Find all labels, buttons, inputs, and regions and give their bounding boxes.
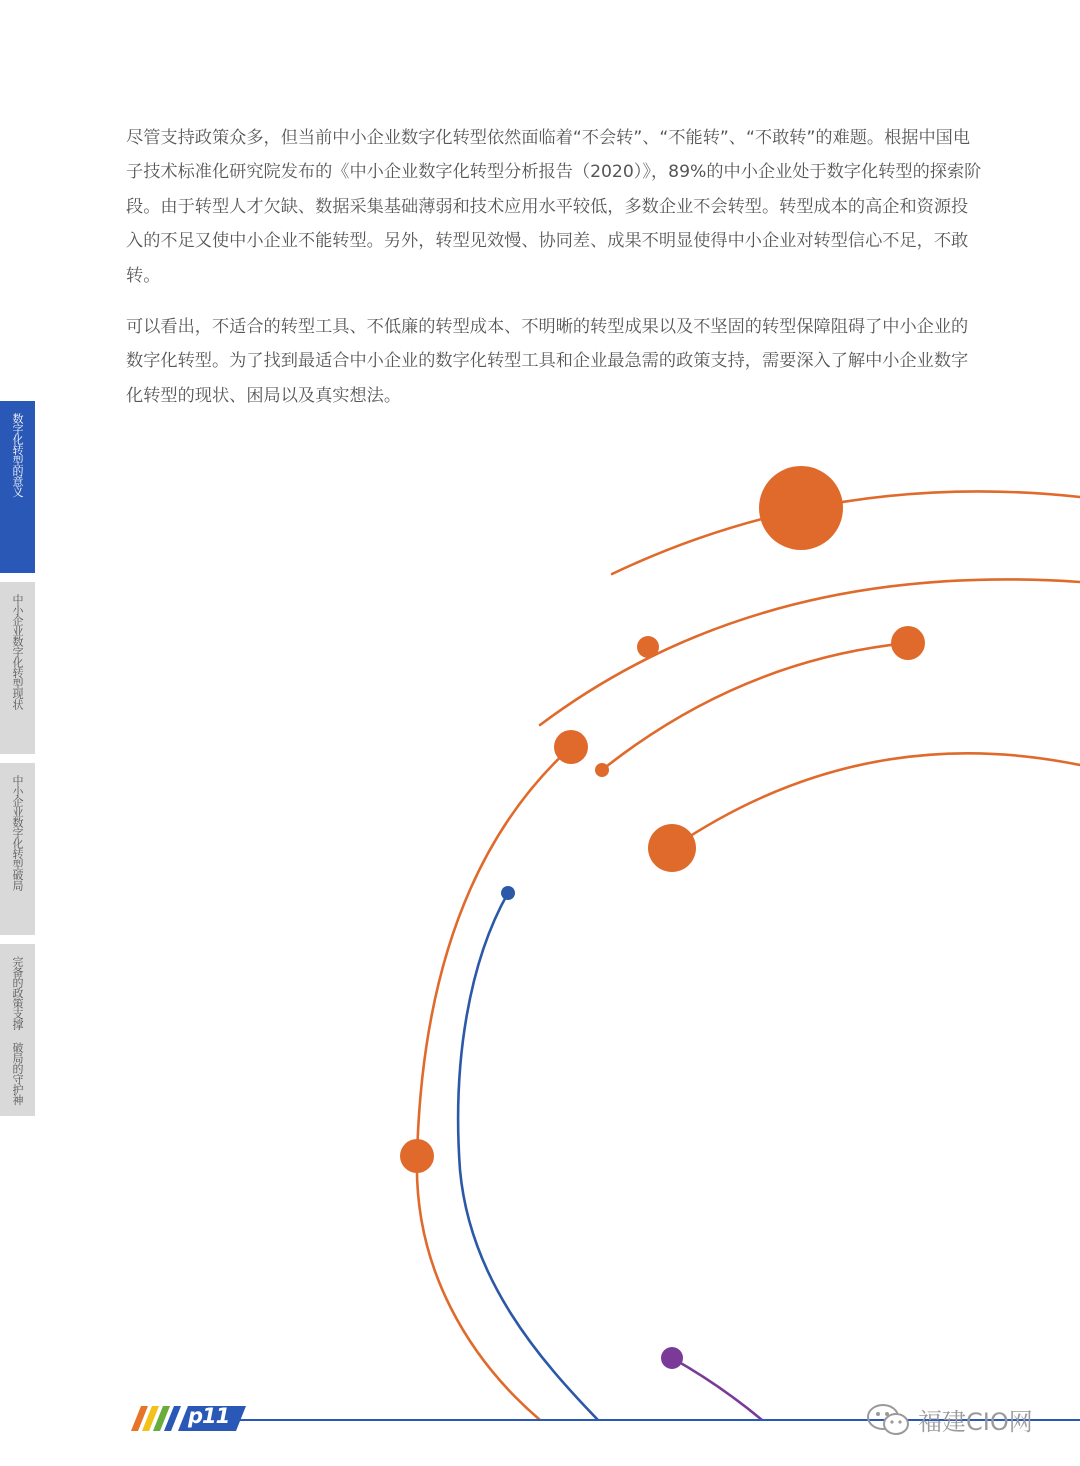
orbit-node <box>554 730 588 764</box>
orbit-node <box>891 626 925 660</box>
orbit-node <box>400 1139 434 1173</box>
side-tab-label: 中小企业数字化转型现状 <box>11 594 24 710</box>
side-tab-label: 数字化转型的意义 <box>11 413 24 497</box>
wechat-icon <box>866 1403 912 1437</box>
orbit-node <box>637 636 659 658</box>
footer-stripes <box>131 1406 181 1431</box>
page-number: p11 <box>188 1404 230 1428</box>
side-tab-label: 完备的政策支撑 破局的守护神 <box>11 956 24 1105</box>
orbit-node <box>648 824 696 872</box>
side-tab-label: 中小企业数字化转型破局 <box>11 775 24 891</box>
orbit-arc <box>602 643 908 770</box>
body-paragraph-2: 可以看出，不适合的转型工具、不低廉的转型成本、不明晰的转型成果以及不坚固的转型保障阻碍了中小企业的数字化转型。为了找到最适合中小企业的数字化转型工具和企业最急需的政策支持，需要深入了解中小企业数字化转型的现状、困局以及真实想法。 <box>126 317 969 406</box>
orbit-arc <box>672 753 1080 848</box>
orbit-node <box>595 763 609 777</box>
watermark-text: 福建CIO网 <box>918 1408 1033 1436</box>
decorative-orbit-illustration <box>0 440 1080 1420</box>
orbit-node <box>501 886 515 900</box>
body-paragraph-1: 尽管支持政策众多，但当前中小企业数字化转型依然面临着“不会转”、“不能转”、“不敢转”的难题。根据中国电子技术标准化研究院发布的《中小企业数字化转型分析报告（2020）》，89%的中小企业处于数字化转型的探索阶段。由于转型人才欠缺、数据采集基础薄弱和技术应用水平较低，多数企业不会转型。转型成本的高企和资源投入的不足又使中小企业不能转型。另外，转型见效慢、协同差、成果不明显使得中小企业对转型信心不足，不敢转。 <box>126 128 982 286</box>
watermark <box>866 1402 1033 1437</box>
orbit-arc <box>612 491 1080 574</box>
orbit-arc <box>458 893 598 1420</box>
orbit-node <box>759 466 843 550</box>
orbit-arc <box>540 579 1080 725</box>
orbit-arc <box>417 747 571 1420</box>
orbit-node <box>661 1347 683 1369</box>
